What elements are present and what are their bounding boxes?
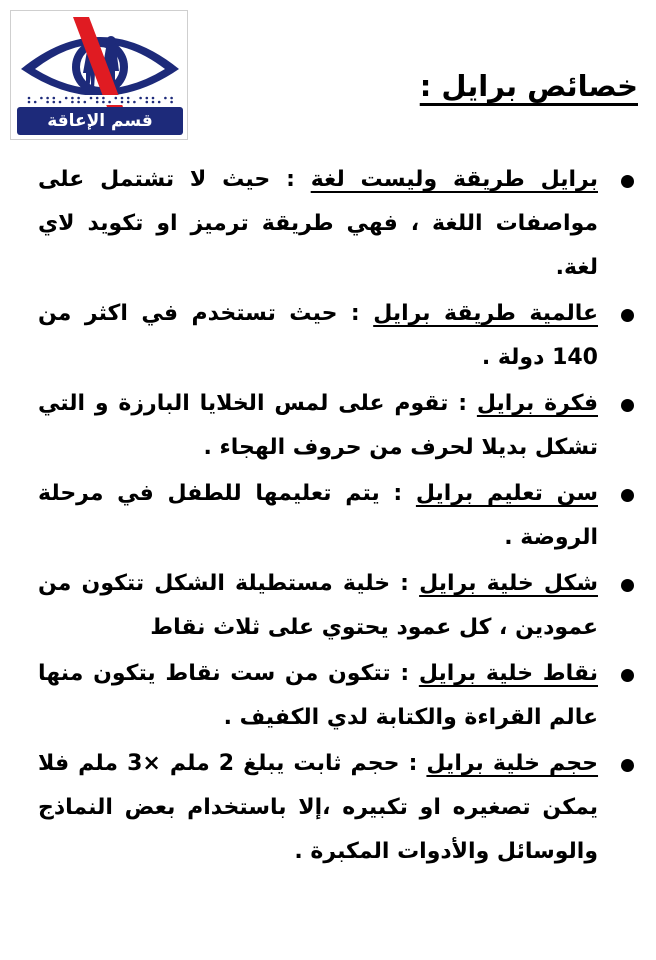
braille-dot	[59, 101, 62, 104]
list-item: حجم خلية برايل : حجم ثابت يبلغ 2 ملم ×3 ملم فلا يمكن تصغيره او تكبيره ،إلا باستخدام بعض النماذج والوسائل والأدوات المكبرة .	[38, 742, 638, 874]
braille-dot	[115, 97, 118, 100]
item-text: تقوم على لمس الخلايا البارزة و التي تشكل بديلا لحرف من حروف الهجاء .	[38, 391, 598, 460]
braille-dot	[127, 97, 130, 100]
item-term: حجم خلية برايل	[426, 751, 599, 776]
braille-dots	[25, 95, 175, 105]
bullet-icon	[621, 669, 634, 682]
list-item: شكل خلية برايل : خلية مستطيلة الشكل تتكون من عمودين ، كل عمود يحتوي على ثلاث نقاط	[38, 562, 638, 650]
item-text: حجم ثابت يبلغ 2 ملم ×3 ملم فلا يمكن تصغيره او تكبيره ،إلا باستخدام بعض النماذج والوسائل والأدوات المكبرة .	[38, 751, 598, 864]
braille-dot	[53, 97, 56, 100]
page-heading: خصائص برايل :	[419, 69, 638, 104]
braille-dot	[121, 101, 124, 104]
braille-dot	[28, 97, 31, 100]
braille-dot	[77, 101, 80, 104]
item-term: شكل خلية برايل	[419, 571, 598, 596]
department-logo	[10, 10, 188, 159]
braille-dot	[96, 97, 99, 100]
bullet-icon	[621, 175, 634, 188]
braille-dot	[164, 97, 167, 100]
item-text: تتكون من ست نقاط يتكون منها عالم القراءة والكتابة لدي الكفيف .	[38, 661, 598, 730]
item-term: نقاط خلية برايل	[418, 661, 598, 686]
bullet-icon	[621, 579, 634, 592]
braille-dot	[108, 101, 111, 104]
braille-dot	[46, 97, 49, 100]
braille-dot	[53, 101, 56, 104]
braille-dot	[121, 97, 124, 100]
item-text: حيث لا تشتمل على مواصفات اللغة ، فهي طريقة ترميز او تكويد لاي لغة.	[38, 167, 598, 280]
item-term: عالمية طريقة برايل	[373, 301, 598, 326]
list-item: برايل طريقة وليست لغة : حيث لا تشتمل على مواصفات اللغة ، فهي طريقة ترميز او تكويد لاي لغة.	[38, 158, 638, 290]
braille-dot	[152, 97, 155, 100]
item-text: خلية مستطيلة الشكل تتكون من عمودين ، كل عمود يحتوي على ثلاث نقاط	[38, 571, 598, 640]
braille-dot	[146, 101, 149, 104]
braille-dot	[139, 97, 142, 100]
logo-caption: قسم الإعاقة البصرية	[17, 107, 183, 135]
braille-dot	[133, 101, 136, 104]
braille-dot	[146, 97, 149, 100]
braille-dot	[28, 101, 31, 104]
list-item: عالمية طريقة برايل : حيث تستخدم في اكثر من 140 دولة .	[38, 292, 638, 380]
braille-dot	[34, 101, 37, 104]
item-term: سن تعليم برايل	[415, 481, 598, 506]
item-term: برايل طريقة وليست لغة	[310, 167, 598, 192]
bullet-icon	[621, 759, 634, 772]
braille-dot	[102, 101, 105, 104]
braille-dot	[65, 97, 68, 100]
braille-dot	[158, 101, 161, 104]
braille-dot	[90, 97, 93, 100]
bullet-icon	[621, 309, 634, 322]
braille-dot	[46, 101, 49, 104]
braille-dot	[96, 101, 99, 104]
item-term: فكرة برايل	[476, 391, 598, 416]
bullet-icon	[621, 399, 634, 412]
braille-dot	[170, 97, 173, 100]
list-item: نقاط خلية برايل : تتكون من ست نقاط يتكون منها عالم القراءة والكتابة لدي الكفيف .	[38, 652, 638, 740]
list-item: فكرة برايل : تقوم على لمس الخلايا البارزة و التي تشكل بديلا لحرف من حروف الهجاء .	[38, 382, 638, 470]
braille-dot	[127, 101, 130, 104]
braille-dot	[152, 101, 155, 104]
braille-dot	[77, 97, 80, 100]
braille-dot	[40, 97, 43, 100]
braille-dot	[71, 101, 74, 104]
braille-dot	[84, 101, 87, 104]
braille-dot	[170, 101, 173, 104]
bullet-icon	[621, 489, 634, 502]
braille-properties-list	[38, 158, 638, 876]
braille-dot	[71, 97, 74, 100]
braille-dot	[102, 97, 105, 100]
item-text: يتم تعليمها للطفل في مرحلة الروضة .	[38, 481, 598, 550]
item-text: حيث تستخدم في اكثر من 140 دولة .	[38, 301, 598, 370]
list-item: سن تعليم برايل : يتم تعليمها للطفل في مرحلة الروضة .	[38, 472, 638, 560]
